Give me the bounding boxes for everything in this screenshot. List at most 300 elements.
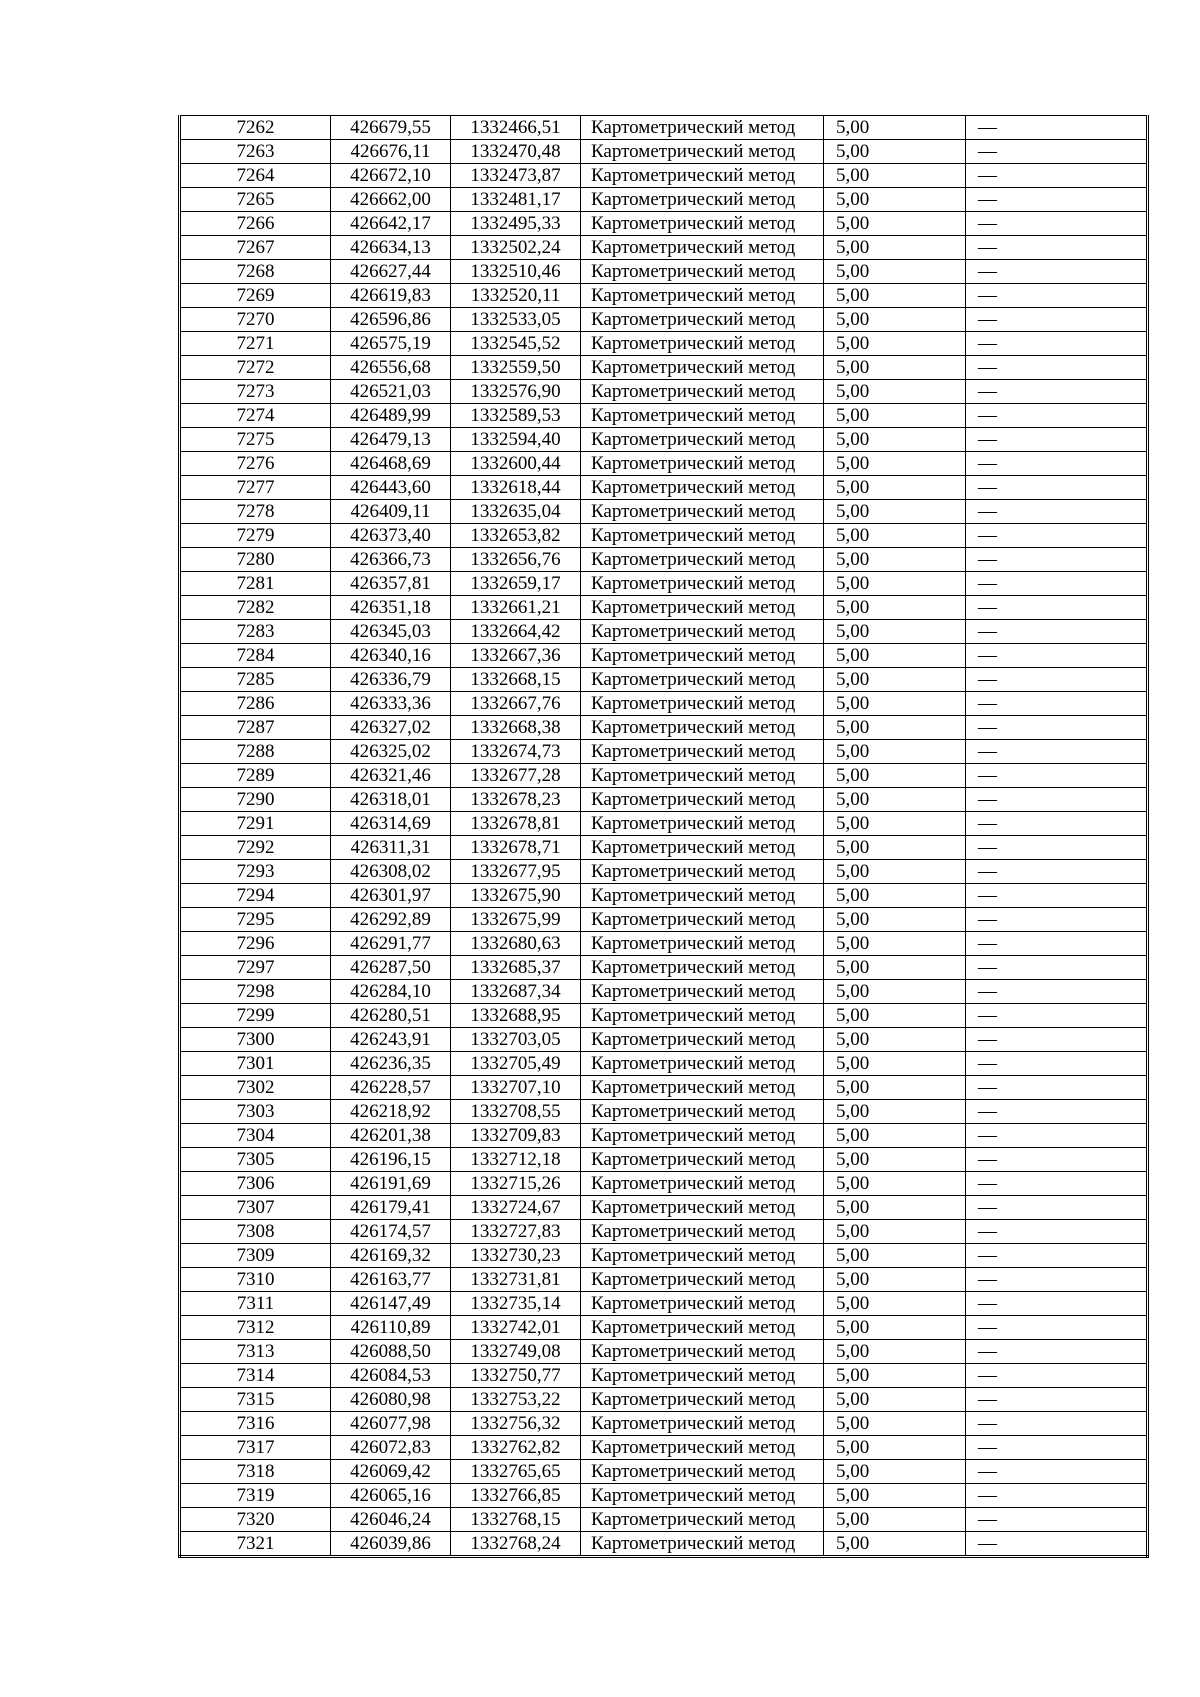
method-cell: Картометрический метод (581, 188, 824, 212)
y-coordinate-cell: 1332680,63 (451, 932, 581, 956)
y-coordinate-cell: 1332753,22 (451, 1388, 581, 1412)
y-coordinate-cell: 1332709,83 (451, 1124, 581, 1148)
accuracy-cell: 5,00 (824, 116, 966, 140)
method-cell: Картометрический метод (581, 1196, 824, 1220)
accuracy-cell: 5,00 (824, 524, 966, 548)
accuracy-cell: 5,00 (824, 596, 966, 620)
point-number-cell: 7295 (180, 908, 331, 932)
method-cell: Картометрический метод (581, 548, 824, 572)
accuracy-cell: 5,00 (824, 620, 966, 644)
point-number-cell: 7276 (180, 452, 331, 476)
point-number-cell: 7301 (180, 1052, 331, 1076)
y-coordinate-cell: 1332730,23 (451, 1244, 581, 1268)
point-number-cell: 7273 (180, 380, 331, 404)
note-cell: — (966, 860, 1148, 884)
note-cell: — (966, 284, 1148, 308)
y-coordinate-cell: 1332659,17 (451, 572, 581, 596)
y-coordinate-cell: 1332520,11 (451, 284, 581, 308)
accuracy-cell: 5,00 (824, 212, 966, 236)
x-coordinate-cell: 426280,51 (331, 1004, 451, 1028)
point-number-cell: 7314 (180, 1364, 331, 1388)
note-cell: — (966, 1292, 1148, 1316)
point-number-cell: 7299 (180, 1004, 331, 1028)
table-row (180, 1508, 1148, 1532)
note-cell: — (966, 1436, 1148, 1460)
method-cell: Картометрический метод (581, 452, 824, 476)
method-cell: Картометрический метод (581, 1412, 824, 1436)
point-number-cell: 7275 (180, 428, 331, 452)
y-coordinate-cell: 1332677,95 (451, 860, 581, 884)
note-cell: — (966, 1268, 1148, 1292)
table-row (180, 1220, 1148, 1244)
note-cell: — (966, 764, 1148, 788)
note-cell: — (966, 692, 1148, 716)
point-number-cell: 7291 (180, 812, 331, 836)
accuracy-cell: 5,00 (824, 764, 966, 788)
method-cell: Картометрический метод (581, 1388, 824, 1412)
accuracy-cell: 5,00 (824, 1508, 966, 1532)
point-number-cell: 7303 (180, 1100, 331, 1124)
method-cell: Картометрический метод (581, 212, 824, 236)
x-coordinate-cell: 426196,15 (331, 1148, 451, 1172)
y-coordinate-cell: 1332470,48 (451, 140, 581, 164)
point-number-cell: 7298 (180, 980, 331, 1004)
point-number-cell: 7269 (180, 284, 331, 308)
point-number-cell: 7281 (180, 572, 331, 596)
y-coordinate-cell: 1332600,44 (451, 452, 581, 476)
accuracy-cell: 5,00 (824, 260, 966, 284)
y-coordinate-cell: 1332678,81 (451, 812, 581, 836)
table-row (180, 572, 1148, 596)
method-cell: Картометрический метод (581, 572, 824, 596)
method-cell: Картометрический метод (581, 1268, 824, 1292)
point-number-cell: 7318 (180, 1460, 331, 1484)
x-coordinate-cell: 426201,38 (331, 1124, 451, 1148)
accuracy-cell: 5,00 (824, 1460, 966, 1484)
y-coordinate-cell: 1332664,42 (451, 620, 581, 644)
accuracy-cell: 5,00 (824, 668, 966, 692)
y-coordinate-cell: 1332473,87 (451, 164, 581, 188)
y-coordinate-cell: 1332687,34 (451, 980, 581, 1004)
point-number-cell: 7267 (180, 236, 331, 260)
accuracy-cell: 5,00 (824, 308, 966, 332)
note-cell: — (966, 1148, 1148, 1172)
point-number-cell: 7311 (180, 1292, 331, 1316)
x-coordinate-cell: 426072,83 (331, 1436, 451, 1460)
note-cell: — (966, 572, 1148, 596)
table-row (180, 1340, 1148, 1364)
method-cell: Картометрический метод (581, 1076, 824, 1100)
table-row (180, 1076, 1148, 1100)
table-row (180, 620, 1148, 644)
accuracy-cell: 5,00 (824, 860, 966, 884)
accuracy-cell: 5,00 (824, 188, 966, 212)
accuracy-cell: 5,00 (824, 1004, 966, 1028)
y-coordinate-cell: 1332466,51 (451, 116, 581, 140)
method-cell: Картометрический метод (581, 1100, 824, 1124)
table-row (180, 668, 1148, 692)
point-number-cell: 7279 (180, 524, 331, 548)
table-row (180, 548, 1148, 572)
x-coordinate-cell: 426110,89 (331, 1316, 451, 1340)
y-coordinate-cell: 1332653,82 (451, 524, 581, 548)
x-coordinate-cell: 426174,57 (331, 1220, 451, 1244)
accuracy-cell: 5,00 (824, 1172, 966, 1196)
note-cell: — (966, 1364, 1148, 1388)
method-cell: Картометрический метод (581, 620, 824, 644)
accuracy-cell: 5,00 (824, 956, 966, 980)
table-row (180, 452, 1148, 476)
method-cell: Картометрический метод (581, 524, 824, 548)
x-coordinate-cell: 426191,69 (331, 1172, 451, 1196)
y-coordinate-cell: 1332668,15 (451, 668, 581, 692)
x-coordinate-cell: 426679,55 (331, 116, 451, 140)
accuracy-cell: 5,00 (824, 1292, 966, 1316)
point-number-cell: 7320 (180, 1508, 331, 1532)
table-row (180, 1460, 1148, 1484)
table-row (180, 1244, 1148, 1268)
x-coordinate-cell: 426351,18 (331, 596, 451, 620)
method-cell: Картометрический метод (581, 260, 824, 284)
table-row (180, 260, 1148, 284)
y-coordinate-cell: 1332533,05 (451, 308, 581, 332)
point-number-cell: 7285 (180, 668, 331, 692)
note-cell: — (966, 620, 1148, 644)
accuracy-cell: 5,00 (824, 1028, 966, 1052)
method-cell: Картометрический метод (581, 1340, 824, 1364)
x-coordinate-cell: 426627,44 (331, 260, 451, 284)
point-number-cell: 7263 (180, 140, 331, 164)
method-cell: Картометрический метод (581, 788, 824, 812)
note-cell: — (966, 812, 1148, 836)
method-cell: Картометрический метод (581, 404, 824, 428)
table-row (180, 716, 1148, 740)
x-coordinate-cell: 426619,83 (331, 284, 451, 308)
note-cell: — (966, 644, 1148, 668)
y-coordinate-cell: 1332707,10 (451, 1076, 581, 1100)
table-row (180, 1364, 1148, 1388)
note-cell: — (966, 980, 1148, 1004)
point-number-cell: 7272 (180, 356, 331, 380)
y-coordinate-cell: 1332678,71 (451, 836, 581, 860)
accuracy-cell: 5,00 (824, 1364, 966, 1388)
note-cell: — (966, 1340, 1148, 1364)
accuracy-cell: 5,00 (824, 1124, 966, 1148)
accuracy-cell: 5,00 (824, 1076, 966, 1100)
table-row (180, 332, 1148, 356)
accuracy-cell: 5,00 (824, 572, 966, 596)
table-row (180, 308, 1148, 332)
table-row (180, 476, 1148, 500)
note-cell: — (966, 260, 1148, 284)
accuracy-cell: 5,00 (824, 836, 966, 860)
accuracy-cell: 5,00 (824, 1532, 966, 1557)
method-cell: Картометрический метод (581, 1316, 824, 1340)
accuracy-cell: 5,00 (824, 1148, 966, 1172)
method-cell: Картометрический метод (581, 356, 824, 380)
table-row (180, 980, 1148, 1004)
y-coordinate-cell: 1332688,95 (451, 1004, 581, 1028)
x-coordinate-cell: 426345,03 (331, 620, 451, 644)
table-row (180, 212, 1148, 236)
method-cell: Картометрический метод (581, 1292, 824, 1316)
accuracy-cell: 5,00 (824, 692, 966, 716)
note-cell: — (966, 1100, 1148, 1124)
table-row (180, 1268, 1148, 1292)
point-number-cell: 7287 (180, 716, 331, 740)
method-cell: Картометрический метод (581, 860, 824, 884)
note-cell: — (966, 1172, 1148, 1196)
point-number-cell: 7283 (180, 620, 331, 644)
method-cell: Картометрический метод (581, 596, 824, 620)
note-cell: — (966, 1004, 1148, 1028)
y-coordinate-cell: 1332594,40 (451, 428, 581, 452)
note-cell: — (966, 1220, 1148, 1244)
method-cell: Картометрический метод (581, 740, 824, 764)
note-cell: — (966, 404, 1148, 428)
y-coordinate-cell: 1332731,81 (451, 1268, 581, 1292)
accuracy-cell: 5,00 (824, 740, 966, 764)
y-coordinate-cell: 1332715,26 (451, 1172, 581, 1196)
method-cell: Картометрический метод (581, 476, 824, 500)
y-coordinate-cell: 1332685,37 (451, 956, 581, 980)
table-row (180, 284, 1148, 308)
table-row (180, 644, 1148, 668)
point-number-cell: 7307 (180, 1196, 331, 1220)
table-row (180, 380, 1148, 404)
x-coordinate-cell: 426228,57 (331, 1076, 451, 1100)
method-cell: Картометрический метод (581, 644, 824, 668)
accuracy-cell: 5,00 (824, 932, 966, 956)
y-coordinate-cell: 1332674,73 (451, 740, 581, 764)
y-coordinate-cell: 1332502,24 (451, 236, 581, 260)
x-coordinate-cell: 426169,32 (331, 1244, 451, 1268)
method-cell: Картометрический метод (581, 908, 824, 932)
y-coordinate-cell: 1332675,99 (451, 908, 581, 932)
accuracy-cell: 5,00 (824, 1244, 966, 1268)
coordinates-table-body (180, 116, 1148, 1557)
note-cell: — (966, 452, 1148, 476)
x-coordinate-cell: 426366,73 (331, 548, 451, 572)
accuracy-cell: 5,00 (824, 644, 966, 668)
x-coordinate-cell: 426489,99 (331, 404, 451, 428)
point-number-cell: 7305 (180, 1148, 331, 1172)
y-coordinate-cell: 1332677,28 (451, 764, 581, 788)
point-number-cell: 7316 (180, 1412, 331, 1436)
accuracy-cell: 5,00 (824, 1436, 966, 1460)
x-coordinate-cell: 426336,79 (331, 668, 451, 692)
note-cell: — (966, 476, 1148, 500)
x-coordinate-cell: 426672,10 (331, 164, 451, 188)
note-cell: — (966, 740, 1148, 764)
y-coordinate-cell: 1332618,44 (451, 476, 581, 500)
x-coordinate-cell: 426084,53 (331, 1364, 451, 1388)
table-row (180, 1004, 1148, 1028)
x-coordinate-cell: 426291,77 (331, 932, 451, 956)
y-coordinate-cell: 1332749,08 (451, 1340, 581, 1364)
y-coordinate-cell: 1332589,53 (451, 404, 581, 428)
x-coordinate-cell: 426046,24 (331, 1508, 451, 1532)
y-coordinate-cell: 1332768,15 (451, 1508, 581, 1532)
table-row (180, 500, 1148, 524)
y-coordinate-cell: 1332510,46 (451, 260, 581, 284)
x-coordinate-cell: 426284,10 (331, 980, 451, 1004)
x-coordinate-cell: 426642,17 (331, 212, 451, 236)
note-cell: — (966, 356, 1148, 380)
note-cell: — (966, 332, 1148, 356)
accuracy-cell: 5,00 (824, 404, 966, 428)
accuracy-cell: 5,00 (824, 1316, 966, 1340)
x-coordinate-cell: 426065,16 (331, 1484, 451, 1508)
note-cell: — (966, 212, 1148, 236)
point-number-cell: 7286 (180, 692, 331, 716)
method-cell: Картометрический метод (581, 116, 824, 140)
accuracy-cell: 5,00 (824, 908, 966, 932)
y-coordinate-cell: 1332481,17 (451, 188, 581, 212)
note-cell: — (966, 1532, 1148, 1557)
note-cell: — (966, 668, 1148, 692)
note-cell: — (966, 1124, 1148, 1148)
point-number-cell: 7297 (180, 956, 331, 980)
point-number-cell: 7293 (180, 860, 331, 884)
x-coordinate-cell: 426634,13 (331, 236, 451, 260)
point-number-cell: 7306 (180, 1172, 331, 1196)
table-row (180, 812, 1148, 836)
x-coordinate-cell: 426468,69 (331, 452, 451, 476)
point-number-cell: 7315 (180, 1388, 331, 1412)
note-cell: — (966, 1484, 1148, 1508)
accuracy-cell: 5,00 (824, 1388, 966, 1412)
method-cell: Картометрический метод (581, 956, 824, 980)
point-number-cell: 7312 (180, 1316, 331, 1340)
method-cell: Картометрический метод (581, 332, 824, 356)
y-coordinate-cell: 1332756,32 (451, 1412, 581, 1436)
point-number-cell: 7319 (180, 1484, 331, 1508)
x-coordinate-cell: 426039,86 (331, 1532, 451, 1557)
accuracy-cell: 5,00 (824, 500, 966, 524)
method-cell: Картометрический метод (581, 1244, 824, 1268)
point-number-cell: 7274 (180, 404, 331, 428)
note-cell: — (966, 1028, 1148, 1052)
y-coordinate-cell: 1332656,76 (451, 548, 581, 572)
method-cell: Картометрический метод (581, 764, 824, 788)
note-cell: — (966, 116, 1148, 140)
note-cell: — (966, 1052, 1148, 1076)
x-coordinate-cell: 426676,11 (331, 140, 451, 164)
method-cell: Картометрический метод (581, 932, 824, 956)
point-number-cell: 7313 (180, 1340, 331, 1364)
accuracy-cell: 5,00 (824, 332, 966, 356)
note-cell: — (966, 188, 1148, 212)
table-row (180, 956, 1148, 980)
y-coordinate-cell: 1332750,77 (451, 1364, 581, 1388)
note-cell: — (966, 836, 1148, 860)
method-cell: Картометрический метод (581, 812, 824, 836)
accuracy-cell: 5,00 (824, 884, 966, 908)
y-coordinate-cell: 1332768,24 (451, 1532, 581, 1557)
accuracy-cell: 5,00 (824, 284, 966, 308)
table-row (180, 788, 1148, 812)
point-number-cell: 7309 (180, 1244, 331, 1268)
point-number-cell: 7277 (180, 476, 331, 500)
note-cell: — (966, 908, 1148, 932)
table-row (180, 188, 1148, 212)
note-cell: — (966, 956, 1148, 980)
table-row (180, 932, 1148, 956)
point-number-cell: 7300 (180, 1028, 331, 1052)
table-row (180, 1052, 1148, 1076)
accuracy-cell: 5,00 (824, 788, 966, 812)
table-row (180, 1196, 1148, 1220)
method-cell: Картометрический метод (581, 164, 824, 188)
accuracy-cell: 5,00 (824, 1340, 966, 1364)
method-cell: Картометрический метод (581, 140, 824, 164)
point-number-cell: 7289 (180, 764, 331, 788)
table-row (180, 1028, 1148, 1052)
point-number-cell: 7284 (180, 644, 331, 668)
y-coordinate-cell: 1332545,52 (451, 332, 581, 356)
point-number-cell: 7321 (180, 1532, 331, 1557)
x-coordinate-cell: 426333,36 (331, 692, 451, 716)
accuracy-cell: 5,00 (824, 812, 966, 836)
method-cell: Картометрический метод (581, 716, 824, 740)
note-cell: — (966, 1076, 1148, 1100)
y-coordinate-cell: 1332742,01 (451, 1316, 581, 1340)
note-cell: — (966, 1244, 1148, 1268)
x-coordinate-cell: 426301,97 (331, 884, 451, 908)
x-coordinate-cell: 426340,16 (331, 644, 451, 668)
table-row (180, 908, 1148, 932)
accuracy-cell: 5,00 (824, 1196, 966, 1220)
point-number-cell: 7270 (180, 308, 331, 332)
method-cell: Картометрический метод (581, 1436, 824, 1460)
x-coordinate-cell: 426321,46 (331, 764, 451, 788)
method-cell: Картометрический метод (581, 428, 824, 452)
point-number-cell: 7265 (180, 188, 331, 212)
coordinates-table (178, 115, 1149, 1558)
point-number-cell: 7292 (180, 836, 331, 860)
accuracy-cell: 5,00 (824, 716, 966, 740)
note-cell: — (966, 428, 1148, 452)
table-row (180, 1412, 1148, 1436)
point-number-cell: 7290 (180, 788, 331, 812)
y-coordinate-cell: 1332727,83 (451, 1220, 581, 1244)
x-coordinate-cell: 426373,40 (331, 524, 451, 548)
accuracy-cell: 5,00 (824, 1484, 966, 1508)
x-coordinate-cell: 426308,02 (331, 860, 451, 884)
table-row (180, 884, 1148, 908)
note-cell: — (966, 884, 1148, 908)
method-cell: Картометрический метод (581, 308, 824, 332)
point-number-cell: 7262 (180, 116, 331, 140)
y-coordinate-cell: 1332668,38 (451, 716, 581, 740)
y-coordinate-cell: 1332703,05 (451, 1028, 581, 1052)
point-number-cell: 7280 (180, 548, 331, 572)
table-row (180, 1172, 1148, 1196)
x-coordinate-cell: 426163,77 (331, 1268, 451, 1292)
point-number-cell: 7271 (180, 332, 331, 356)
method-cell: Картометрический метод (581, 380, 824, 404)
table-row (180, 1316, 1148, 1340)
method-cell: Картометрический метод (581, 1148, 824, 1172)
method-cell: Картометрический метод (581, 1460, 824, 1484)
point-number-cell: 7302 (180, 1076, 331, 1100)
method-cell: Картометрический метод (581, 236, 824, 260)
method-cell: Картометрический метод (581, 668, 824, 692)
y-coordinate-cell: 1332576,90 (451, 380, 581, 404)
x-coordinate-cell: 426325,02 (331, 740, 451, 764)
accuracy-cell: 5,00 (824, 380, 966, 404)
